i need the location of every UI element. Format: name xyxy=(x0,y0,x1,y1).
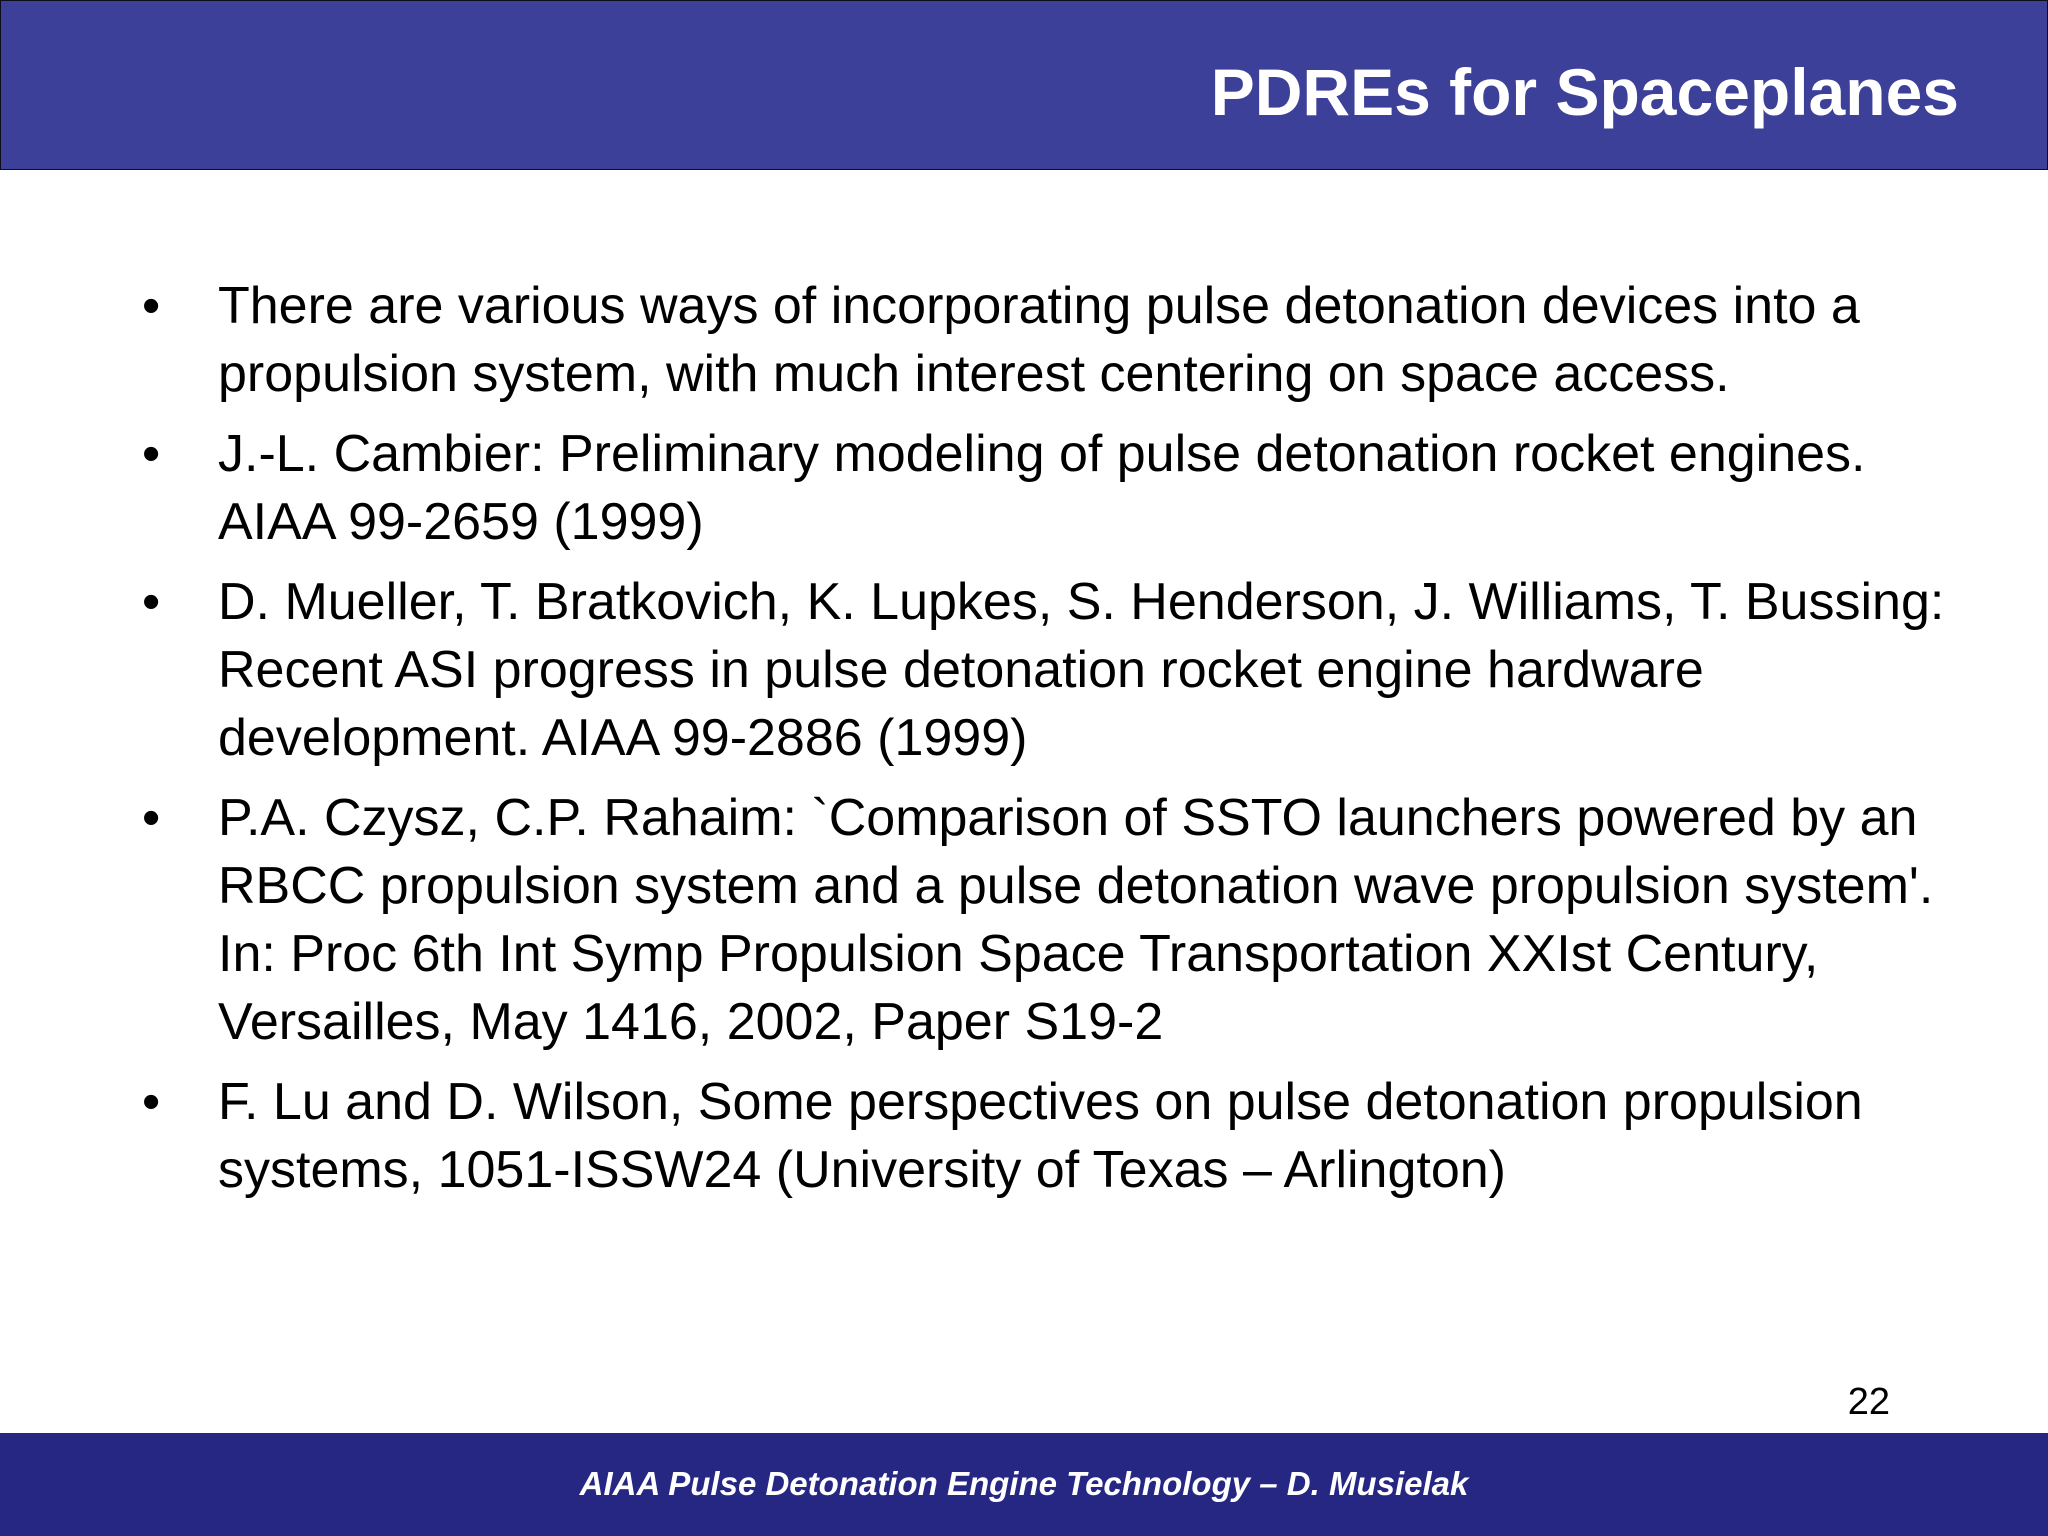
bullet-text: F. Lu and D. Wilson, Some perspectives on pulse detonation propulsion systems, 1051-ISSW24 (University of Texas – Arlington) xyxy=(218,1073,1863,1199)
bullet-text: D. Mueller, T. Bratkovich, K. Lupkes, S. Henderson, J. Williams, T. Bussing: Recent ASI progress in pulse detonation rocket engine hardware development. AIAA 99-2886 (1999) xyxy=(218,573,1945,767)
page-number: 22 xyxy=(1847,1381,1890,1423)
footer-bar xyxy=(0,1433,2048,1536)
bullet-marker: • xyxy=(142,277,161,335)
title-bar xyxy=(0,0,2048,170)
bullet-marker: • xyxy=(142,425,161,483)
bullet-item xyxy=(140,420,1960,556)
footer-text: AIAA Pulse Detonation Engine Technology – D. Musielak xyxy=(579,1465,1469,1502)
bullet-text: There are various ways of incorporating pulse detonation devices into a propulsion system, with much interest centering on space access. xyxy=(218,277,1860,403)
bullet-text: J.-L. Cambier: Preliminary modeling of pulse detonation rocket engines. AIAA 99-2659 (1999) xyxy=(218,425,1866,551)
bullet-item xyxy=(140,568,1960,772)
bullet-list xyxy=(140,272,1960,1216)
slide-title: PDREs for Spaceplanes xyxy=(1210,55,1959,129)
bullet-item xyxy=(140,272,1960,408)
bullet-text: P.A. Czysz, C.P. Rahaim: `Comparison of SSTO launchers powered by an RBCC propulsion system and a pulse detonation wave propulsion system'. In: Proc 6th Int Symp Propulsion Space Transportation XXIst Century, Versailles, May 1416, 2002, Paper S19-2 xyxy=(218,789,1934,1051)
bullet-item xyxy=(140,784,1960,1056)
bullet-marker: • xyxy=(142,1073,161,1131)
bullet-item xyxy=(140,1068,1960,1204)
bullet-marker: • xyxy=(142,789,161,847)
bullet-marker: • xyxy=(142,573,161,631)
